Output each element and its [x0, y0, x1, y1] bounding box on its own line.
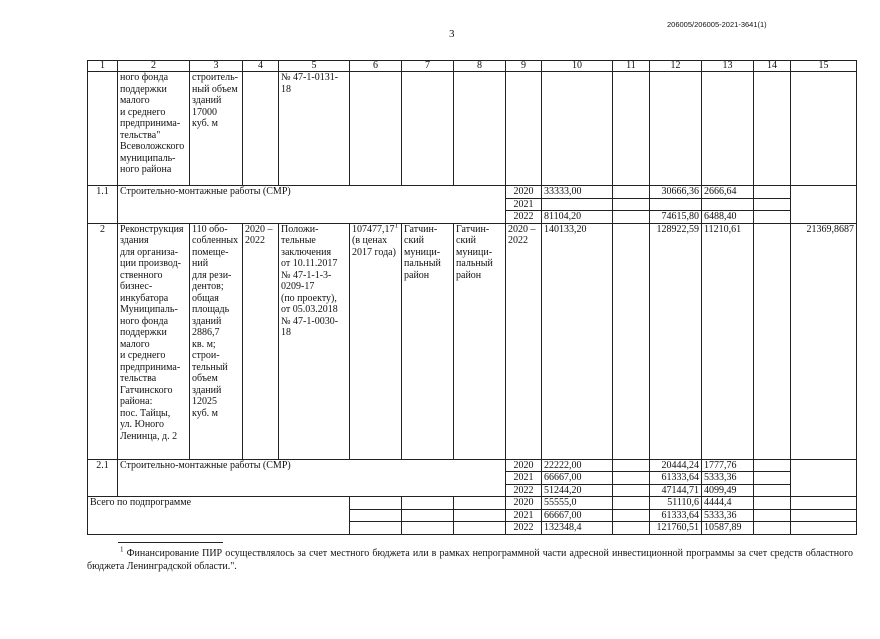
- column-header: 13: [702, 61, 754, 72]
- table-cell: [754, 72, 791, 186]
- table-cell: [350, 522, 402, 535]
- total-label: Всего по подпрограмме: [88, 497, 350, 535]
- table-cell: [454, 72, 506, 186]
- column-header: 2: [118, 61, 190, 72]
- amount-cell: 51244,20: [542, 484, 613, 497]
- table-cell: [613, 186, 650, 199]
- object-name-cell: ного фонда поддержки малого и среднего предпринима- тельства" Всеволожского муниципаль- ного района: [118, 72, 190, 186]
- owner-cell: Гатчин- ский муници- пальный район: [454, 223, 506, 459]
- cost-value: 107477,17: [352, 223, 395, 235]
- customer-cell: Гатчин- ский муници- пальный район: [402, 223, 454, 459]
- table-cell: [754, 198, 791, 211]
- investment-table: [87, 60, 857, 535]
- document-id: 206005/206005-2021-3641(1): [667, 20, 767, 29]
- table-cell: [350, 72, 402, 186]
- period-cell: 2020 – 2022: [243, 223, 279, 459]
- expertise-cell: № 47-1-0131- 18: [279, 72, 350, 186]
- table-cell: [650, 72, 702, 186]
- amount-cell: 81104,20: [542, 211, 613, 224]
- amount-cell: 66667,00: [542, 509, 613, 522]
- column-header: 6: [350, 61, 402, 72]
- amount-cell: 4099,49: [702, 484, 754, 497]
- amount-cell: 132348,4: [542, 522, 613, 535]
- column-header: 11: [613, 61, 650, 72]
- row-number: 2: [88, 223, 118, 459]
- amount-cell: 10587,89: [702, 522, 754, 535]
- table-row: [88, 223, 857, 459]
- table-cell: [754, 459, 791, 472]
- work-type-label: Строительно-монтажные работы (СМР): [118, 459, 506, 497]
- amount-cell: 20444,24: [650, 459, 702, 472]
- footnote-text: Финансирование ПИР осуществлялось за счет местного бюджета или в рамках непрограммной части адресной инвестиционной программы за счет средств областного бюджета Ленинградской области.".: [87, 548, 853, 572]
- column-header: 12: [650, 61, 702, 72]
- amount-cell: 5333,36: [702, 509, 754, 522]
- table-cell: [243, 72, 279, 186]
- row-number: 1.1: [88, 186, 118, 224]
- table-cell: [402, 509, 454, 522]
- footnote-marker: 1: [394, 223, 398, 230]
- capacity-cell: 110 обо- собленных помеще- ний для рези- дентов; общая площадь зданий 2886,7 кв. м; строи- тельный объем зданий 12025 куб. м: [190, 223, 243, 459]
- table-cell: [754, 497, 791, 510]
- amount-cell: 51110,6: [650, 497, 702, 510]
- table-cell: [454, 509, 506, 522]
- table-cell: [613, 211, 650, 224]
- column-header: 7: [402, 61, 454, 72]
- year-cell: 2021: [506, 198, 542, 211]
- table-cell: [350, 497, 402, 510]
- column-header: 5: [279, 61, 350, 72]
- page-number: 3: [449, 28, 455, 40]
- year-cell: 2020: [506, 497, 542, 510]
- table-cell: [791, 522, 857, 535]
- year-cell: 2022: [506, 211, 542, 224]
- table-row: [88, 497, 857, 510]
- amount-cell: 61333,64: [650, 509, 702, 522]
- table-cell: [613, 522, 650, 535]
- table-cell: [613, 472, 650, 485]
- work-type-label: Строительно-монтажные работы (СМР): [118, 186, 506, 224]
- amount-cell: 5333,36: [702, 472, 754, 485]
- column-header: 15: [791, 61, 857, 72]
- amount-cell: 61333,64: [650, 472, 702, 485]
- table-cell: [350, 509, 402, 522]
- table-cell: [702, 72, 754, 186]
- table-cell: [754, 522, 791, 535]
- amount-cell: [650, 198, 702, 211]
- footnote: [87, 547, 853, 573]
- table-cell: [791, 186, 857, 224]
- table-cell: [613, 72, 650, 186]
- column-header: 4: [243, 61, 279, 72]
- column-header: 1: [88, 61, 118, 72]
- footnote-number: 1: [120, 545, 124, 554]
- amount-cell: [702, 198, 754, 211]
- table-cell: [506, 72, 542, 186]
- table-cell: [791, 509, 857, 522]
- object-name-cell: Реконструкция здания для организа- ции производ- ственного бизнес- инкубатора Муниципаль- ного фонда поддержки малого и среднего предпринима- тельства Гатчинского района: пос. Тайцы, ул. Юного Ленинца, д. 2: [118, 223, 190, 459]
- amount-cell: 47144,71: [650, 484, 702, 497]
- row-number: 2.1: [88, 459, 118, 497]
- amount-cell: 30666,36: [650, 186, 702, 199]
- table-cell: [754, 484, 791, 497]
- column-header: 14: [754, 61, 791, 72]
- year-cell: 2021: [506, 509, 542, 522]
- table-row: [88, 459, 857, 472]
- table-row: [88, 72, 857, 186]
- year-cell: 2022: [506, 484, 542, 497]
- amount-cell: 55555,0: [542, 497, 613, 510]
- table-cell: [791, 459, 857, 497]
- table-cell: [791, 72, 857, 186]
- capacity-cell: строитель- ный объем зданий 17000 куб. м: [190, 72, 243, 186]
- table-cell: [613, 509, 650, 522]
- table-cell: [613, 497, 650, 510]
- table-cell: [454, 522, 506, 535]
- table-cell: [88, 72, 118, 186]
- amount-cell: 121760,51: [650, 522, 702, 535]
- years-cell: 2020 – 2022: [506, 223, 542, 459]
- amount-cell: [542, 198, 613, 211]
- table-cell: [402, 522, 454, 535]
- amount-cell: 66667,00: [542, 472, 613, 485]
- column-header: 8: [454, 61, 506, 72]
- header-row: [88, 61, 857, 72]
- year-cell: 2022: [506, 522, 542, 535]
- table-cell: [613, 459, 650, 472]
- table-cell: [402, 497, 454, 510]
- table-row: [88, 186, 857, 199]
- table-cell: [402, 72, 454, 186]
- year-cell: 2021: [506, 472, 542, 485]
- amount-cell: 11210,61: [702, 223, 754, 459]
- table-cell: [613, 484, 650, 497]
- amount-cell: 21369,8687: [791, 223, 857, 459]
- amount-cell: 6488,40: [702, 211, 754, 224]
- amount-cell: 33333,00: [542, 186, 613, 199]
- table-cell: [754, 472, 791, 485]
- year-cell: 2020: [506, 186, 542, 199]
- cost-note: (в ценах 2017 года): [352, 235, 396, 258]
- table-cell: [613, 198, 650, 211]
- amount-cell: 128922,59: [650, 223, 702, 459]
- amount-cell: 74615,80: [650, 211, 702, 224]
- table-cell: [542, 72, 613, 186]
- table-cell: [754, 223, 791, 459]
- amount-cell: 22222,00: [542, 459, 613, 472]
- column-header: 3: [190, 61, 243, 72]
- cost-cell: [350, 223, 402, 459]
- table-cell: [454, 497, 506, 510]
- table-cell: [754, 186, 791, 199]
- table-cell: [791, 497, 857, 510]
- table-cell: [613, 223, 650, 459]
- expertise-cell: Положи- тельные заключения от 10.11.2017 № 47-1-1-3- 0209-17 (по проекту), от 05.03.2018 № 47-1-0030- 18: [279, 223, 350, 459]
- amount-cell: 1777,76: [702, 459, 754, 472]
- amount-cell: 4444,4: [702, 497, 754, 510]
- year-cell: 2020: [506, 459, 542, 472]
- amount-cell: 2666,64: [702, 186, 754, 199]
- amount-cell: 140133,20: [542, 223, 613, 459]
- column-header: 10: [542, 61, 613, 72]
- column-header: 9: [506, 61, 542, 72]
- table-cell: [754, 509, 791, 522]
- table-cell: [754, 211, 791, 224]
- footnote-divider: [118, 542, 223, 543]
